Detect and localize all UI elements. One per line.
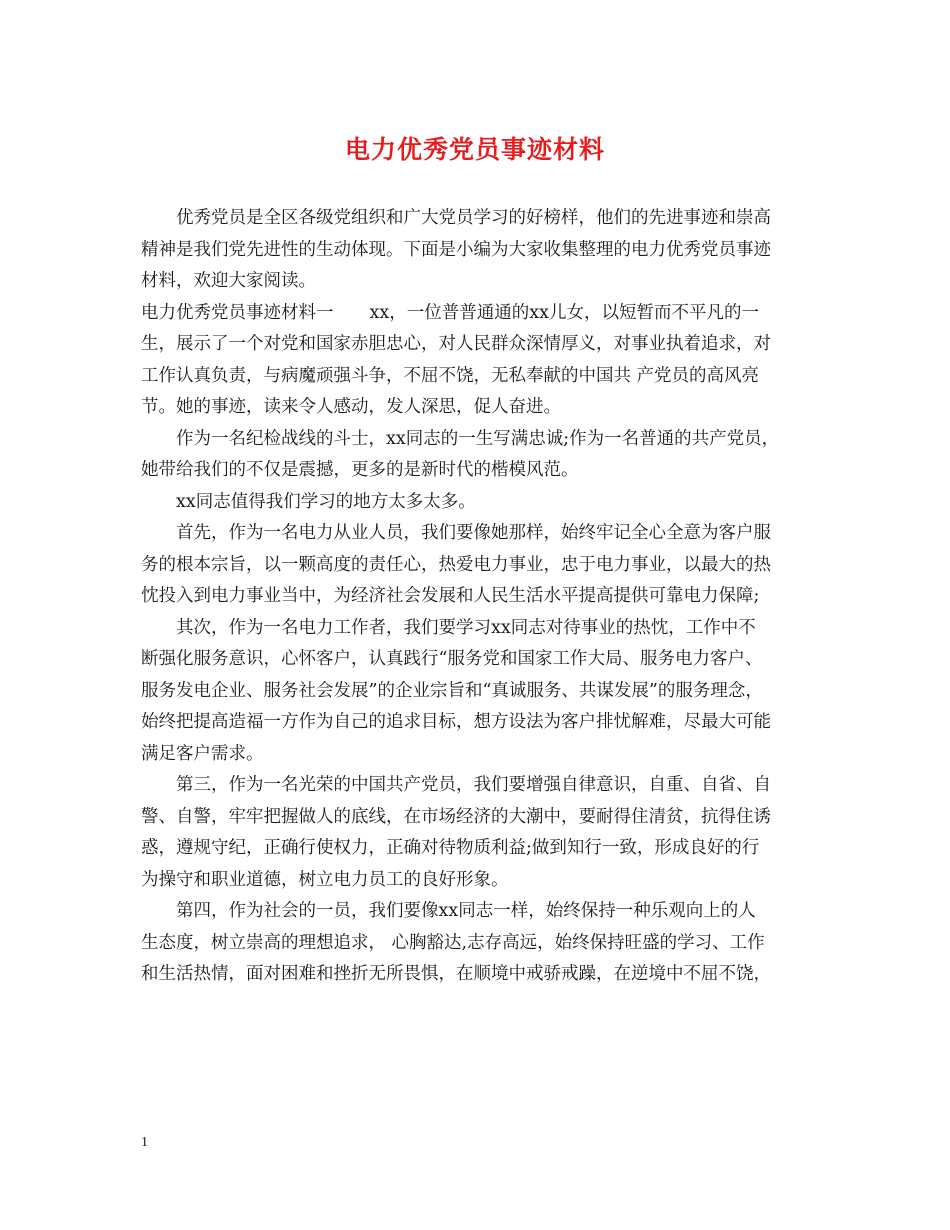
body-line-combined xyxy=(141,298,811,330)
document-title: 电力优秀党员事迹材料 xyxy=(344,135,605,164)
body-line: 为操守和职业道德，树立电力员工的良好形象。 xyxy=(141,869,509,890)
section-heading: 电力优秀党员事迹材料一 xyxy=(141,302,334,323)
body-line: 材料，欢迎大家阅读。 xyxy=(141,271,316,291)
body-line: xx同志值得我们学习的地方太多太多。 xyxy=(176,491,476,512)
body-line: 节。她的事迹，读来令人感动，发人深思，促人奋进。 xyxy=(141,397,561,417)
body-line: 生态度，树立崇高的理想追求， 心胸豁达,志存高远，始终保持旺盛的学习、工作 xyxy=(141,932,765,953)
body-line: 生，展示了一个对党和国家赤胆忠心，对人民群众深情厚义，对事业执着追求，对 xyxy=(141,334,771,354)
body-line: 警、自警，牢牢把握做人的底线，在市场经济的大潮中，要耐得住清贫，抗得住诱 xyxy=(141,806,771,827)
body-line: 首先，作为一名电力从业人员，我们要像她那样，始终牢记全心全意为客户服 xyxy=(176,523,771,543)
body-line: 和生活热情，面对困难和挫折无所畏惧，在顺境中戒骄戒躁，在逆境中不屈不饶， xyxy=(141,964,771,984)
body-line: 工作认真负责，与病魔顽强斗争，不屈不饶，无私奉献的中国共 产党员的高风亮 xyxy=(141,365,760,386)
page-number: 1 xyxy=(141,1135,148,1150)
body-line: 优秀党员是全区各级党组织和广大党员学习的好榜样，他们的先进事迹和崇高 xyxy=(176,208,771,228)
document-body xyxy=(141,203,811,991)
body-line: 第三，作为一名光荣的中国共产党员，我们要增强自律意识，自重、自省、自 xyxy=(176,775,771,795)
body-line: 断强化服务意识，心怀客户，认真践行“服务党和国家工作大局、服务电力客户、 xyxy=(141,649,763,669)
body-line: 始终把提高造福一方作为自己的追求目标，想方设法为客户排忧解难，尽最大可能 xyxy=(141,712,771,732)
body-line: 她带给我们的不仅是震撼，更多的是新时代的楷模风范。 xyxy=(141,460,579,480)
body-line: 其次，作为一名电力工作者，我们要学习xx同志对待事业的热忱，工作中不 xyxy=(176,617,756,638)
body-line: 惑，遵规守纪，正确行使权力，正确对待物质利益;做到知行一致，形成良好的行 xyxy=(141,838,760,858)
body-line: 服务发电企业、服务社会发展”的企业宗旨和“真诚服务、共谋发展”的服务理念， xyxy=(141,680,763,701)
body-line: 满足客户需求。 xyxy=(141,743,264,764)
body-line: 作为一名纪检战线的斗士，xx同志的一生写满忠诚;作为一名普通的共产党员， xyxy=(176,428,780,449)
body-line: 精神是我们党先进性的生动体现。下面是小编为大家收集整理的电力优秀党员事迹 xyxy=(141,239,771,260)
body-line: 忱投入到电力事业当中，为经济社会发展和人民生活水平提高提供可靠电力保障; xyxy=(141,586,760,606)
body-line: 务的根本宗旨，以一颗高度的责任心，热爱电力事业，忠于电力事业，以最大的热 xyxy=(141,554,771,575)
body-line: 第四，作为社会的一员，我们要像xx同志一样，始终保持一种乐观向上的人 xyxy=(176,901,756,921)
body-line-continuation: xx，一位普普通通的xx儿女，以短暂而不平凡的一 xyxy=(369,302,759,323)
